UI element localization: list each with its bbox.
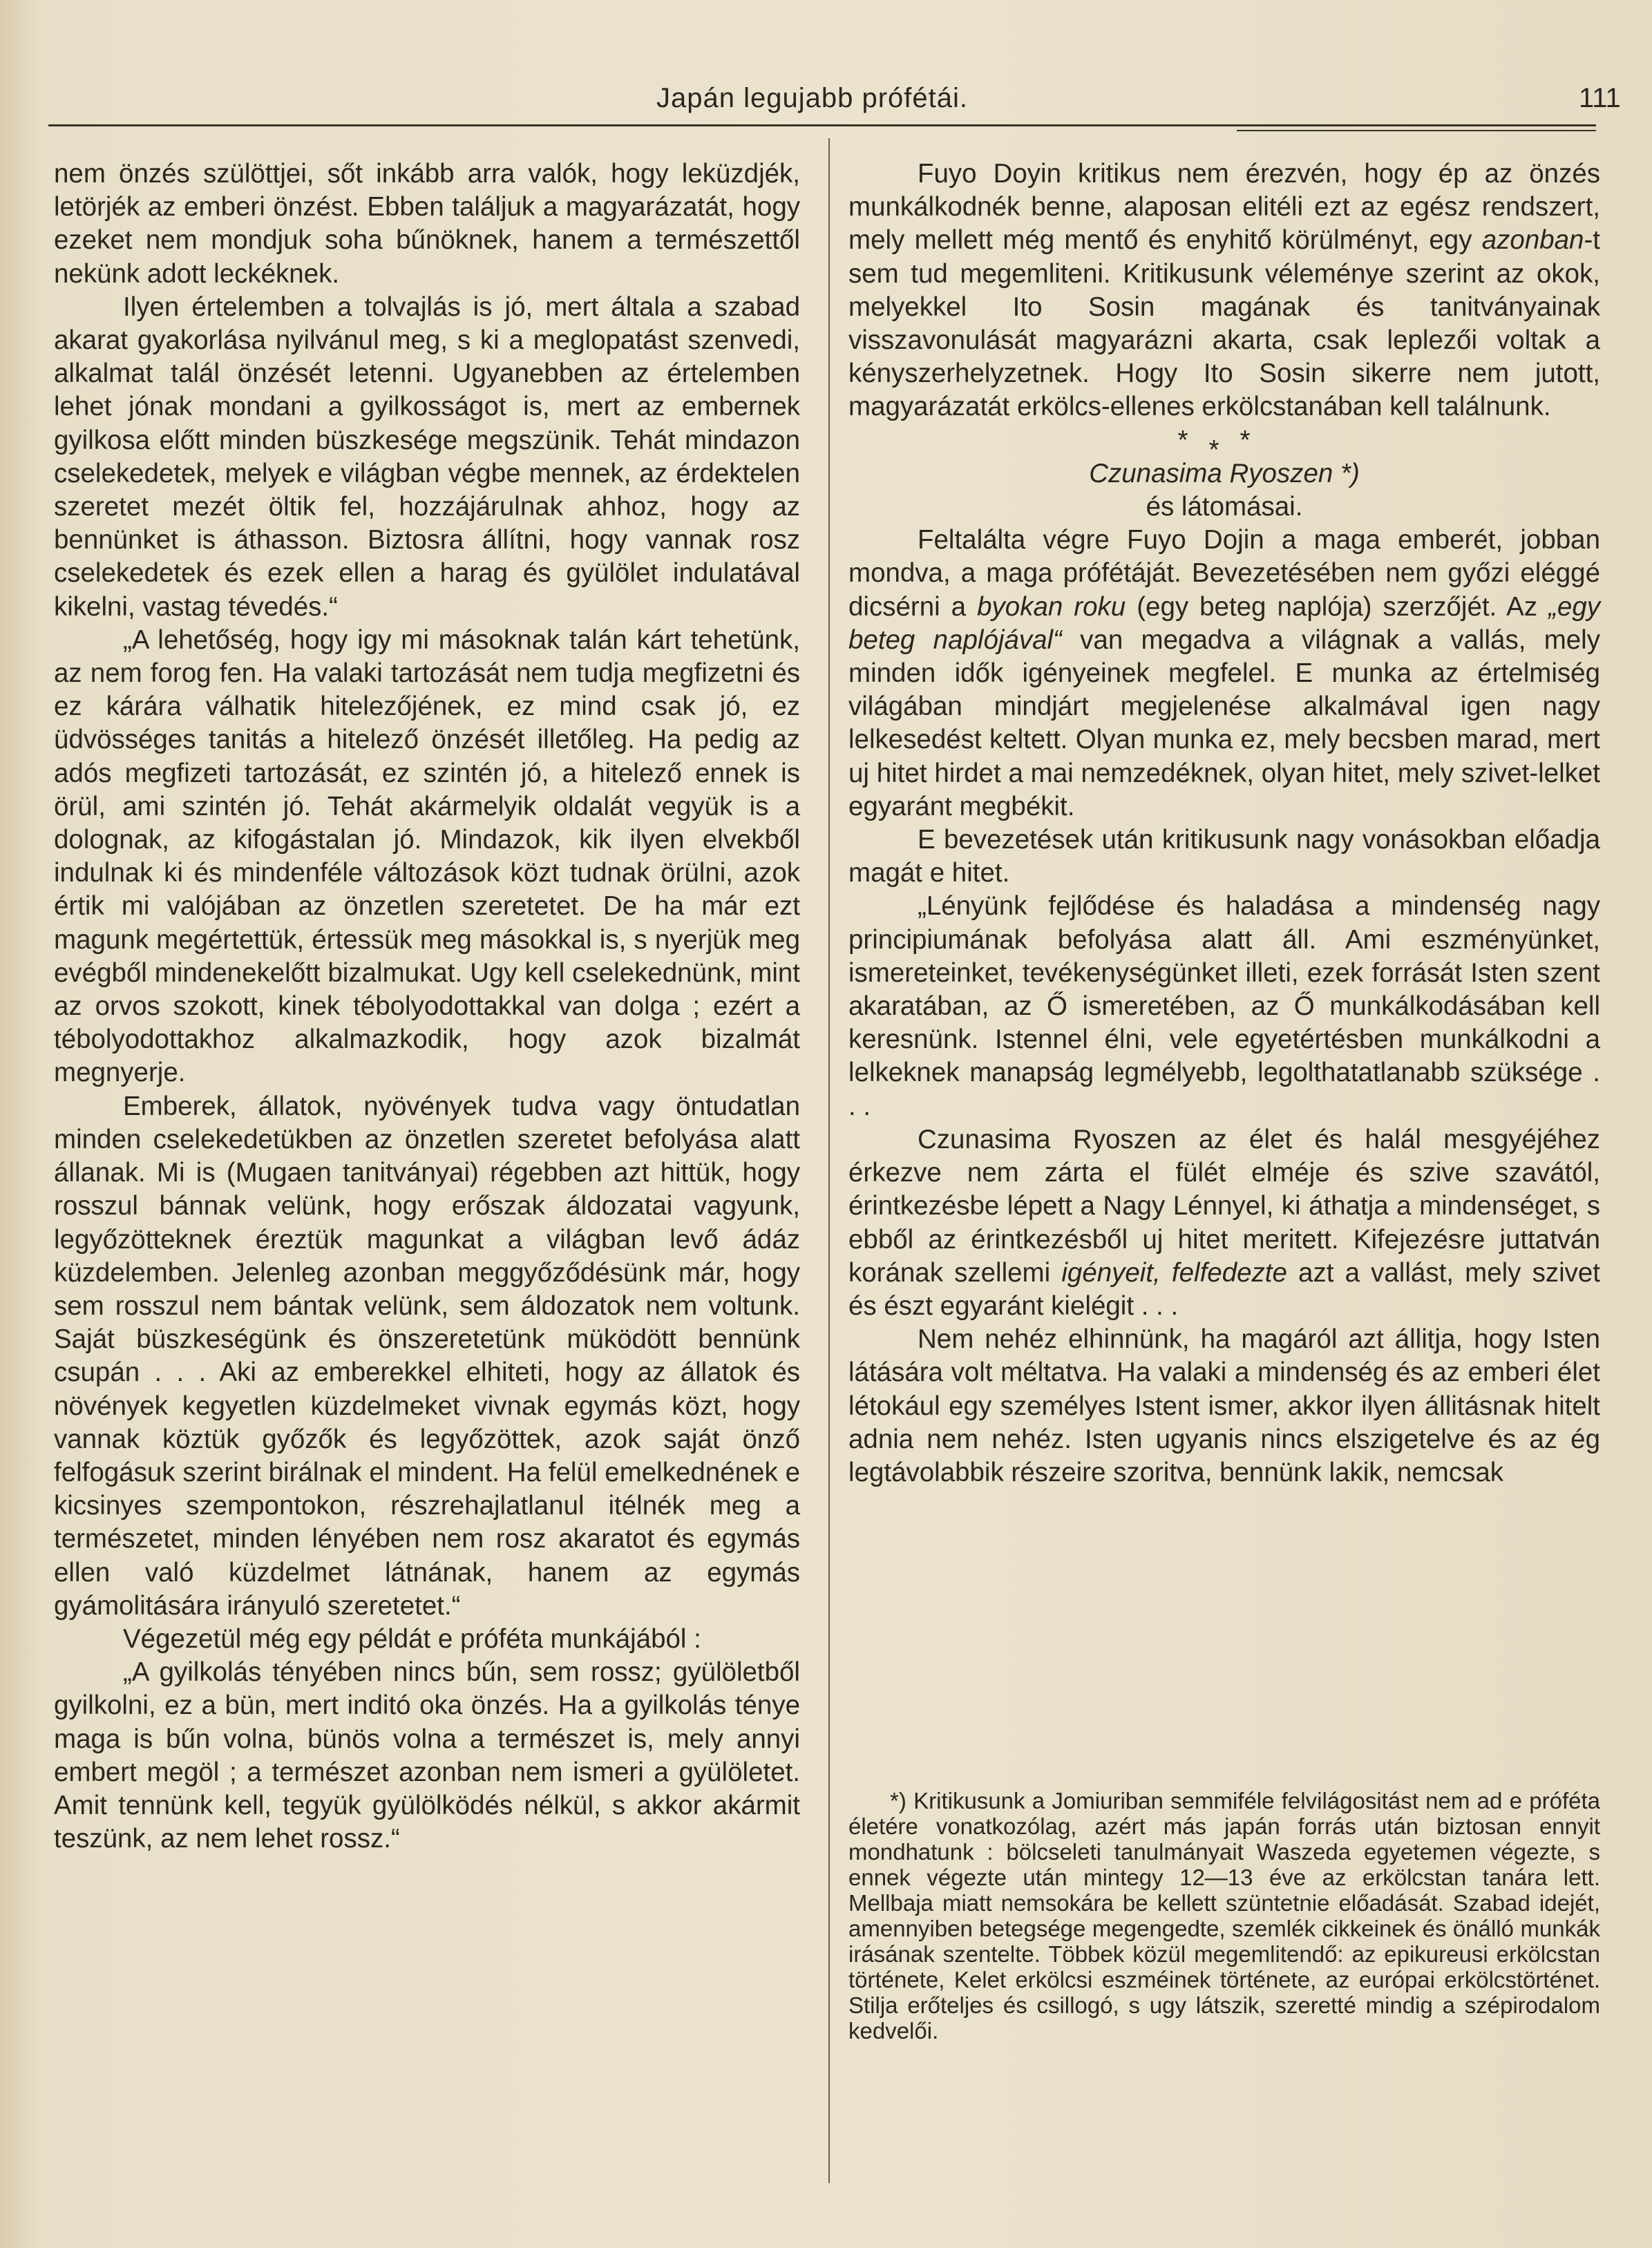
text-run: Czunasima Ryoszen az élet és halál mesgyéjéhez érkezve nem zárta el fülét elméje és szive szavától, érintkezésbe lépett a Nagy Lénnyel, ki áthatja a mindenséget, s ebből az érintkezésből uj hitet meritett. Kifejezésre juttatván korának szellemi <box>848 1124 1600 1288</box>
section-separator-stars <box>848 424 1600 465</box>
section-title: Czunasima Ryoszen *) <box>1089 458 1360 488</box>
running-title: Japán legujabb prófétái. <box>656 83 968 113</box>
text-run: van megadva a világnak a vallás, mely minden idők igényeinek megfelel. E munka az értelmiség világában mindjárt megjelenése alkalmával igen nagy lelkesedést keltett. Olyan munka ez, mely becsben marad, mert uj hitet hirdet a mai nemzedéknek, olyan hitet, mely szivet-lelket egyaránt megbékit. <box>848 625 1600 821</box>
star: * <box>1177 425 1209 455</box>
emphasis: byokan roku <box>977 591 1126 622</box>
emphasis: igényeit, felfedezte <box>1061 1257 1287 1288</box>
paragraph <box>848 524 1600 823</box>
star: * <box>1208 435 1240 465</box>
header-rule <box>48 124 1596 126</box>
text-run: (egy beteg naplója) szerzőjét. Az <box>1137 591 1538 622</box>
header-rule-secondary <box>1237 130 1596 131</box>
paragraph: Emberek, állatok, nyövények tudva vagy öntudatlan minden cselekedetükben az önzetlen szeretet befolyása alatt állanak. Mi is (Mugaen tanitványai) régebben azt hittük, hogy rosszul bánnak velünk, hogy erőszak áldozatai vagyunk, legyőzötteknek éreztük magunkat a világban levő ádáz küzdelemben. Jelenleg azonban meggyőződésünk már, hogy sem rosszul nem bántak velünk, sem áldozatok nem voltunk. Saját büszkeségünk és önszeretetünk müködött bennünk csupán . . . Aki az emberekkel elhiteti, hogy az állatok és növények kegyetlen küzdelmeket vivnak egymás közt, hogy vannak köztük győzők és legyőzöttek, azok saját önző felfogásuk szerint birálnak el mindent. Ha felül emelkednének e kicsinyes szempontokon, részrehajlatlanul itélnék meg a természetet, minden lényében nem rosz akaratot és egymás ellen való küzdelmet látnának, hanem az egymás gyámolitására irányuló szeretetet.“ <box>54 1091 800 1621</box>
text-run: Fuyo Doyin kritikus nem érezvén, hogy ép az önzés munkálkodnék benne, alaposan elitéli ezt az egész rendszert, mely mellett még mentő és enyhitő körülményt, egy <box>848 159 1600 256</box>
column-divider <box>828 138 830 2183</box>
section-subtitle: és látomásai. <box>1146 492 1303 522</box>
footnote-text: *) Kritikusunk a Jomiuriban semmiféle felvilágositást nem ad e próféta életére vonatkozólag, azért más japán forrás után biztosan ennyit mondhatunk : bölcseleti tanulmányait Waszeda egyetemen végezte, s ennek végezte után mintegy 12—13 éve az erkölcstan tanára lett. Mellbaja miatt nemsokára be kellett szüntetnie előadását. Szabad idejét, amennyiben betegsége megengedte, szemlék cikkeinek és önálló munkák irásának szentelte. Többek közül megemlitendő: az epikureusi erkölcstan története, Kelet erkölcsi eszméinek története, az európai erkölcstörténet. Stilja erőteljes és csillogó, s ugy látszik, szeretté mindig a szépirodalom kedvelői. <box>848 1788 1600 2044</box>
page-header <box>48 77 1621 133</box>
star: * <box>1240 425 1271 455</box>
paragraph: Ilyen értelemben a tolvajlás is jó, mert általa a szabad akarat gyakorlása nyilvánul meg, s ki a meglopatást szenvedi, alkalmat talál önzését letenni. Ugyanebben az értelemben lehet jónak mondani a gyilkosságot is, mert az embernek gyilkosa előtt minden büszkesége megszünik. Tehát mindazon cselekedetek, melyek e világban végbe mennek, az érdektelen szeretet mezét öltik fel, hozzájárulnak ahhoz, hogy az bennünket is áthasson. Biztosra állítni, hogy vannak rosz cselekedetek és ezek ellen a harag és gyülölet indulatával kikelni, vastag tévedés.“ <box>54 292 800 622</box>
left-column <box>54 158 800 1856</box>
paragraph: „A lehetőség, hogy igy mi másoknak talán kárt tehetünk, az nem forog fen. Ha valaki tartozását nem tudja megfizetni és ez kárára válhatik hitelezőjének, ez mind csak jó, ez üdvösséges tanitás a hitelező önzését illetőleg. Ha pedig az adós megfizeti tartozását, ez szintén jó, a hitelező ennek is örül, ami szintén jó. Tehát akármelyik oldalát vegyük is a dolognak, az kifogástalan jó. Mindazok, kik ilyen elvekből indulnak ki és mindenféle változások közt tudnak örülni, azok értik mi valójában az önzetlen szeretetet. De ha már ezt magunk megértettük, értessük meg másokkal is, s nyerjük meg evégből mindenekelőtt bizalmukat. Ugy kell cselekednünk, mint az orvos szokott, kinek tébolyodottakkal van dolga ; ezért a tébolyodottakhoz alkalmazkodik, hogy azok bizalmát megnyerje. <box>54 625 800 1088</box>
emphasis: azonban <box>1481 225 1584 256</box>
paragraph <box>848 1123 1600 1323</box>
text-run: -t sem tud megemliteni. Kritikusunk véleménye szerint az okok, melyekkel Ito Sosin magának és tanitványainak visszavonulását magyarázni akarta, csak leplezői voltak a kényszerhelyzetnek. Hogy Ito Sosin sikerre nem jutott, magyarázatát erkölcs-ellenes erkölcstanában kell találnunk. <box>848 225 1601 422</box>
paragraph: nem önzés szülöttjei, sőt inkább arra valók, hogy leküzdjék, letörjék az emberi önzést. Ebben találjuk a magyarázatát, hogy ezeket nem mondjuk soha bűnöknek, hanem a természettől nekünk adott leckéknek. <box>54 159 800 289</box>
right-column <box>848 158 1600 1489</box>
paragraph <box>848 158 1600 424</box>
paragraph: Végezetül még egy példát e próféta munkájából : <box>123 1623 701 1654</box>
paragraph: Nem nehéz elhinnünk, ha magáról azt állitja, hogy Isten látására volt méltatva. Ha valaki a mindenség és az emberi élet létokául egy személyes Istent ismer, akkor ilyen állitásnak hitelt adnia nem nehéz. Isten ugyanis nincs elszigetelve és az ég legtávolabbik részeire szoritva, bennünk lakik, nemcsak <box>848 1324 1600 1487</box>
paragraph: „A gyilkolás tényében nincs bűn, sem rossz; gyülöletből gyilkolni, ez a bün, mert inditó oka önzés. Ha a gyilkolás ténye maga is bűn volna, bünös volna a természet is, mely annyi embert megöl ; a természet azonban nem ismeri a gyülöletet. Amit tennünk kell, tegyük gyülölködés nélkül, s akkor akármit teszünk, az nem lehet rossz.“ <box>54 1657 800 1854</box>
page-number: 111 <box>1579 83 1621 113</box>
text-run: azt a vallást, mely szivet és észt egyaránt kielégit . . . <box>848 1257 1600 1321</box>
paragraph: „Lényünk fejlődése és haladása a mindenség nagy principiumának befolyása alatt áll. Ami eszményünket, ismereteinket, tevékenységünket illeti, ezek forrását Isten szent akaratában, az Ő ismeretében, az Ő munkálkodásában kell keresnünk. Istennel élni, vele egyetértésben munkálkodni a lelkeknek manapság legmélyebb, legolthatatlanabb szüksége . . . <box>848 891 1600 1121</box>
paragraph: E bevezetések után kritikusunk nagy vonásokban előadja magát e hitet. <box>848 825 1600 888</box>
footnote <box>848 1788 1600 2044</box>
text-run: Feltalálta végre Fuyo Dojin a maga emberét, jobban mondva, a maga prófétáját. Bevezetésében nem győzi eléggé dicsérni a <box>848 525 1600 622</box>
emphasis: „egy beteg naplójával“ <box>848 591 1601 655</box>
